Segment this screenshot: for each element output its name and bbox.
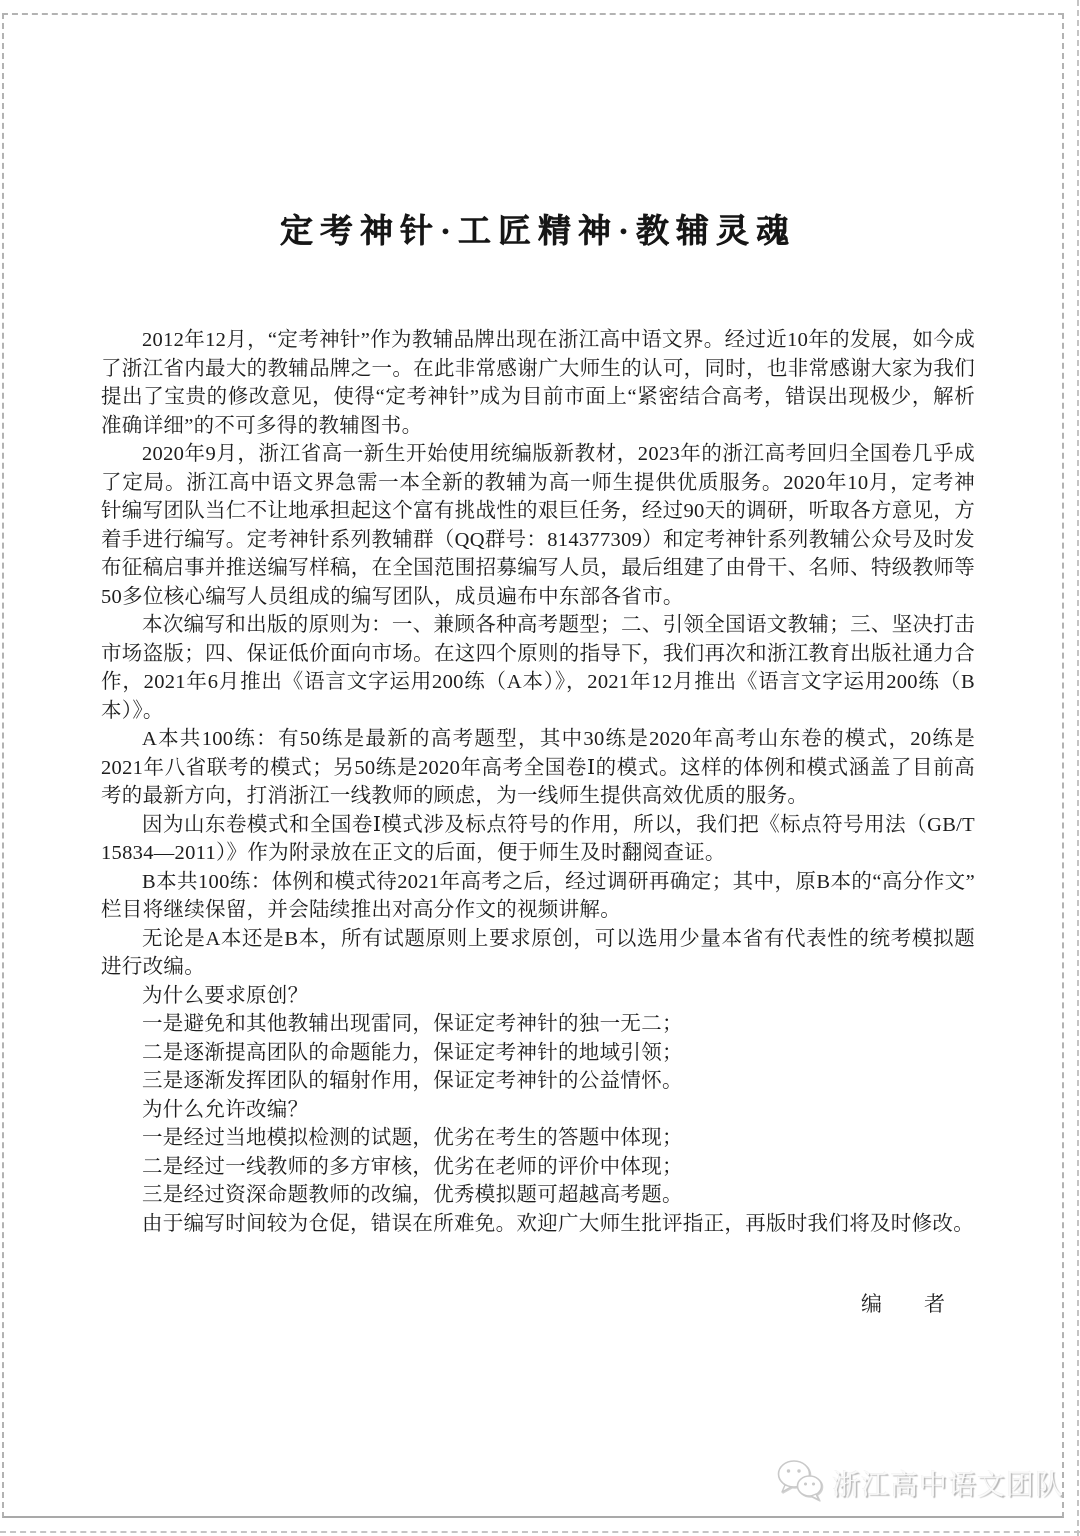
- paragraph: 一是避免和其他教辅出现雷同，保证定考神针的独一无二；: [142, 1013, 683, 1035]
- watermark-text: 浙江高中语文团队: [832, 1468, 1065, 1500]
- paragraph: A本共100练：有50练是最新的高考题型，其中30练是2020年高考山东卷的模式，20练是2021年八省联考的模式；另50练是2020年高考全国卷Ⅰ的模式。这样的体例和模式涵盖了目前高考的最新方向，打消浙江一线教师的顾虑，为一线师生提供高效优质的服务。: [101, 728, 975, 807]
- paragraph: 本次编写和出版的原则为：一、兼顾各种高考题型；二、引领全国语文教辅；三、坚决打击市场盗版；四、保证低价面向市场。在这四个原则的指导下，我们再次和浙江教育出版社通力合作，2021年6月推出《语言文字运用200练（A本）》，2021年12月推出《语言文字运用200练（B本）》。: [101, 614, 975, 722]
- paragraph: B本共100练：体例和模式待2021年高考之后，经过调研再确定；其中，原B本的“高分作文”栏目将继续保留，并会陆续推出对高分作文的视频讲解。: [101, 870, 975, 921]
- paragraph: 无论是A本还是B本，所有试题原则上要求原创，可以选用少量本省有代表性的统考模拟题进行改编。: [101, 927, 975, 978]
- paragraph: 二是经过一线教师的多方审核，优劣在老师的评价中体现；: [142, 1155, 683, 1178]
- author-signature: 编 者: [861, 1292, 945, 1316]
- watermark: [776, 1458, 1064, 1507]
- document-page: [2, 13, 1064, 1518]
- paragraph: 三是经过资深命题教师的改编，优秀模拟题可超越高考题。: [142, 1184, 683, 1206]
- paragraph: 为什么要求原创？: [142, 984, 309, 1007]
- scan-edge-right: [1077, 0, 1079, 1536]
- paragraph: 为什么允许改编？: [142, 1098, 309, 1121]
- paragraph: 一是经过当地模拟检测的试题，优劣在考生的答题中体现；: [142, 1127, 683, 1149]
- document-body: [101, 326, 975, 1238]
- page-title: 定考神针·工匠精神·教辅灵魂: [279, 214, 796, 250]
- paragraph: 由于编写时间较为仓促，错误在所难免。欢迎广大师生批评指正，再版时我们将及时修改。: [142, 1212, 974, 1235]
- paragraph: 2020年9月，浙江省高一新生开始使用统编版新教材，2023年的浙江高考回归全国卷几乎成了定局。浙江高中语文界急需一本全新的教辅为高一师生提供优质服务。2020年10月，定考神针编写团队当仁不让地承担起这个富有挑战性的艰巨任务，经过90天的调研，听取各方意见，方着手进行编写。定考神针系列教辅群（QQ群号：814377309）和定考神针系列教辅公众号及时发布征稿启事并推送编写样稿，在全国范围招募编写人员，最后组建了由骨干、名师、特级教师等50多位核心编写人员组成的编写团队，成员遍布中东部各省市。: [101, 443, 975, 608]
- scan-edge-bottom: [0, 1531, 1080, 1533]
- paragraph: 三是逐渐发挥团队的辐射作用，保证定考神针的公益情怀。: [142, 1070, 683, 1092]
- paragraph: 因为山东卷模式和全国卷Ⅰ模式涉及标点符号的作用，所以，我们把《标点符号用法（GB/T 15834—2011）》作为附录放在正文的后面，便于师生及时翻阅查证。: [101, 813, 975, 864]
- paragraph: 2012年12月，“定考神针”作为教辅品牌出现在浙江高中语文界。经过近10年的发展，如今成了浙江省内最大的教辅品牌之一。在此非常感谢广大师生的认可，同时，也非常感谢大家为我们提出了宝贵的修改意见，使得“定考神针”成为目前市面上“紧密结合高考，错误出现极少，解析准确详细”的不可多得的教辅图书。: [101, 329, 975, 437]
- wechat-icon: [776, 1458, 824, 1507]
- paragraph: 二是逐渐提高团队的命题能力，保证定考神针的地域引领；: [142, 1041, 683, 1064]
